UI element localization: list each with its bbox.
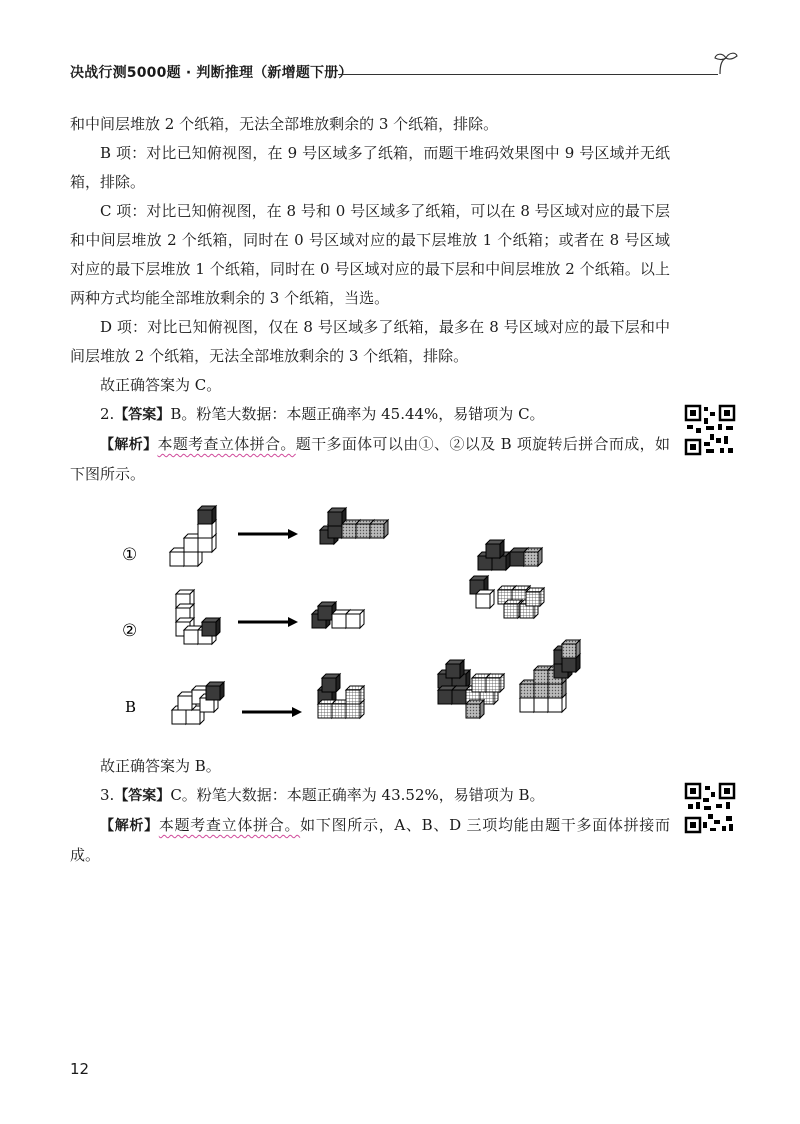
q3-answer-text: C。粉笔大数据：本题正确率为 43.52%，易错项为 B。 xyxy=(170,786,545,804)
assembled-top xyxy=(470,540,544,618)
sprout-icon xyxy=(712,50,740,76)
piece-b-right xyxy=(318,674,364,718)
q2-number: 2. xyxy=(100,405,115,423)
piece-1-left xyxy=(170,506,216,566)
q3-answer-tag: 【答案】 xyxy=(114,788,171,804)
cube-assembly-figure xyxy=(100,490,660,740)
paragraph-option-d: D 项：对比已知俯视图，仅在 8 号区域多了纸箱，最多在 8 号区域对应的最下层和中间层堆放 2 个纸箱，无法全部堆放剩余的 3 个纸箱，排除。 xyxy=(70,318,670,365)
figure-label-2: ② xyxy=(122,621,138,641)
q2-answer-line xyxy=(70,400,670,430)
answer-conclusion-2: 故正确答案为 B。 xyxy=(100,757,221,775)
figure-label-b: B xyxy=(125,698,137,716)
q2-analysis-text: 题干多面体可以由①、②以及 B 项旋转后拼合而成，如下图所示。 xyxy=(70,435,671,483)
arrow-b xyxy=(242,707,302,717)
qr-code-icon[interactable] xyxy=(684,782,736,834)
text-block-1 xyxy=(70,110,670,489)
paragraph-option-b: B 项：对比已知俯视图，在 9 号区域多了纸箱，而题干堆码效果图中 9 号区域并无纸箱，排除。 xyxy=(70,144,670,191)
header-title: 决战行测5000题 · 判断推理（新增题下册） xyxy=(70,65,353,81)
answer-conclusion-1: 故正确答案为 C。 xyxy=(100,376,222,394)
arrow-2 xyxy=(238,617,298,627)
q3-answer-line xyxy=(70,781,670,811)
piece-b-left xyxy=(172,682,224,724)
q3-topic: 本题考查立体拼合。 xyxy=(158,816,301,834)
q3-number: 3. xyxy=(100,786,115,804)
q3-analysis-tag: 【解析】 xyxy=(100,818,159,834)
q2-answer-text: B。粉笔大数据：本题正确率为 45.44%，易错项为 C。 xyxy=(170,405,545,423)
q3-analysis-text: 如下图所示，A、B、D 三项均能由题干多面体拼接而成。 xyxy=(70,816,671,864)
q2-answer-tag: 【答案】 xyxy=(114,407,171,423)
qr-code-icon[interactable] xyxy=(684,404,736,456)
page-number: 12 xyxy=(70,1060,90,1078)
header-rule xyxy=(338,74,718,75)
text-block-2 xyxy=(70,752,670,870)
figure-label-1: ① xyxy=(122,545,138,565)
assembled-bottom-right xyxy=(520,640,580,712)
paragraph-option-c: C 项：对比已知俯视图，在 8 号和 0 号区域多了纸箱，可以在 8 号区域对应的最下层和中间层堆放 2 个纸箱，同时在 0 号区域对应的最下层堆放 1 个纸箱；或者在 8 号区域对应的最下层堆放 1 个纸箱，同时在 0 号区域对应的最下层和中间层堆放 2 个纸箱。以上两种方式均能全部堆放剩余的 3 个纸箱，当选。 xyxy=(70,202,670,307)
piece-1-right xyxy=(320,508,388,544)
q2-analysis-line xyxy=(70,430,670,489)
assembled-bottom-left xyxy=(438,660,504,718)
q2-topic: 本题考查立体拼合。 xyxy=(157,435,296,453)
piece-2-left xyxy=(176,590,220,644)
piece-2-right xyxy=(312,602,364,628)
paragraph-a-end: 和中间层堆放 2 个纸箱，无法全部堆放剩余的 3 个纸箱，排除。 xyxy=(70,115,499,133)
q3-analysis-line xyxy=(70,811,670,870)
q2-analysis-tag: 【解析】 xyxy=(100,437,158,453)
arrow-1 xyxy=(238,529,298,539)
